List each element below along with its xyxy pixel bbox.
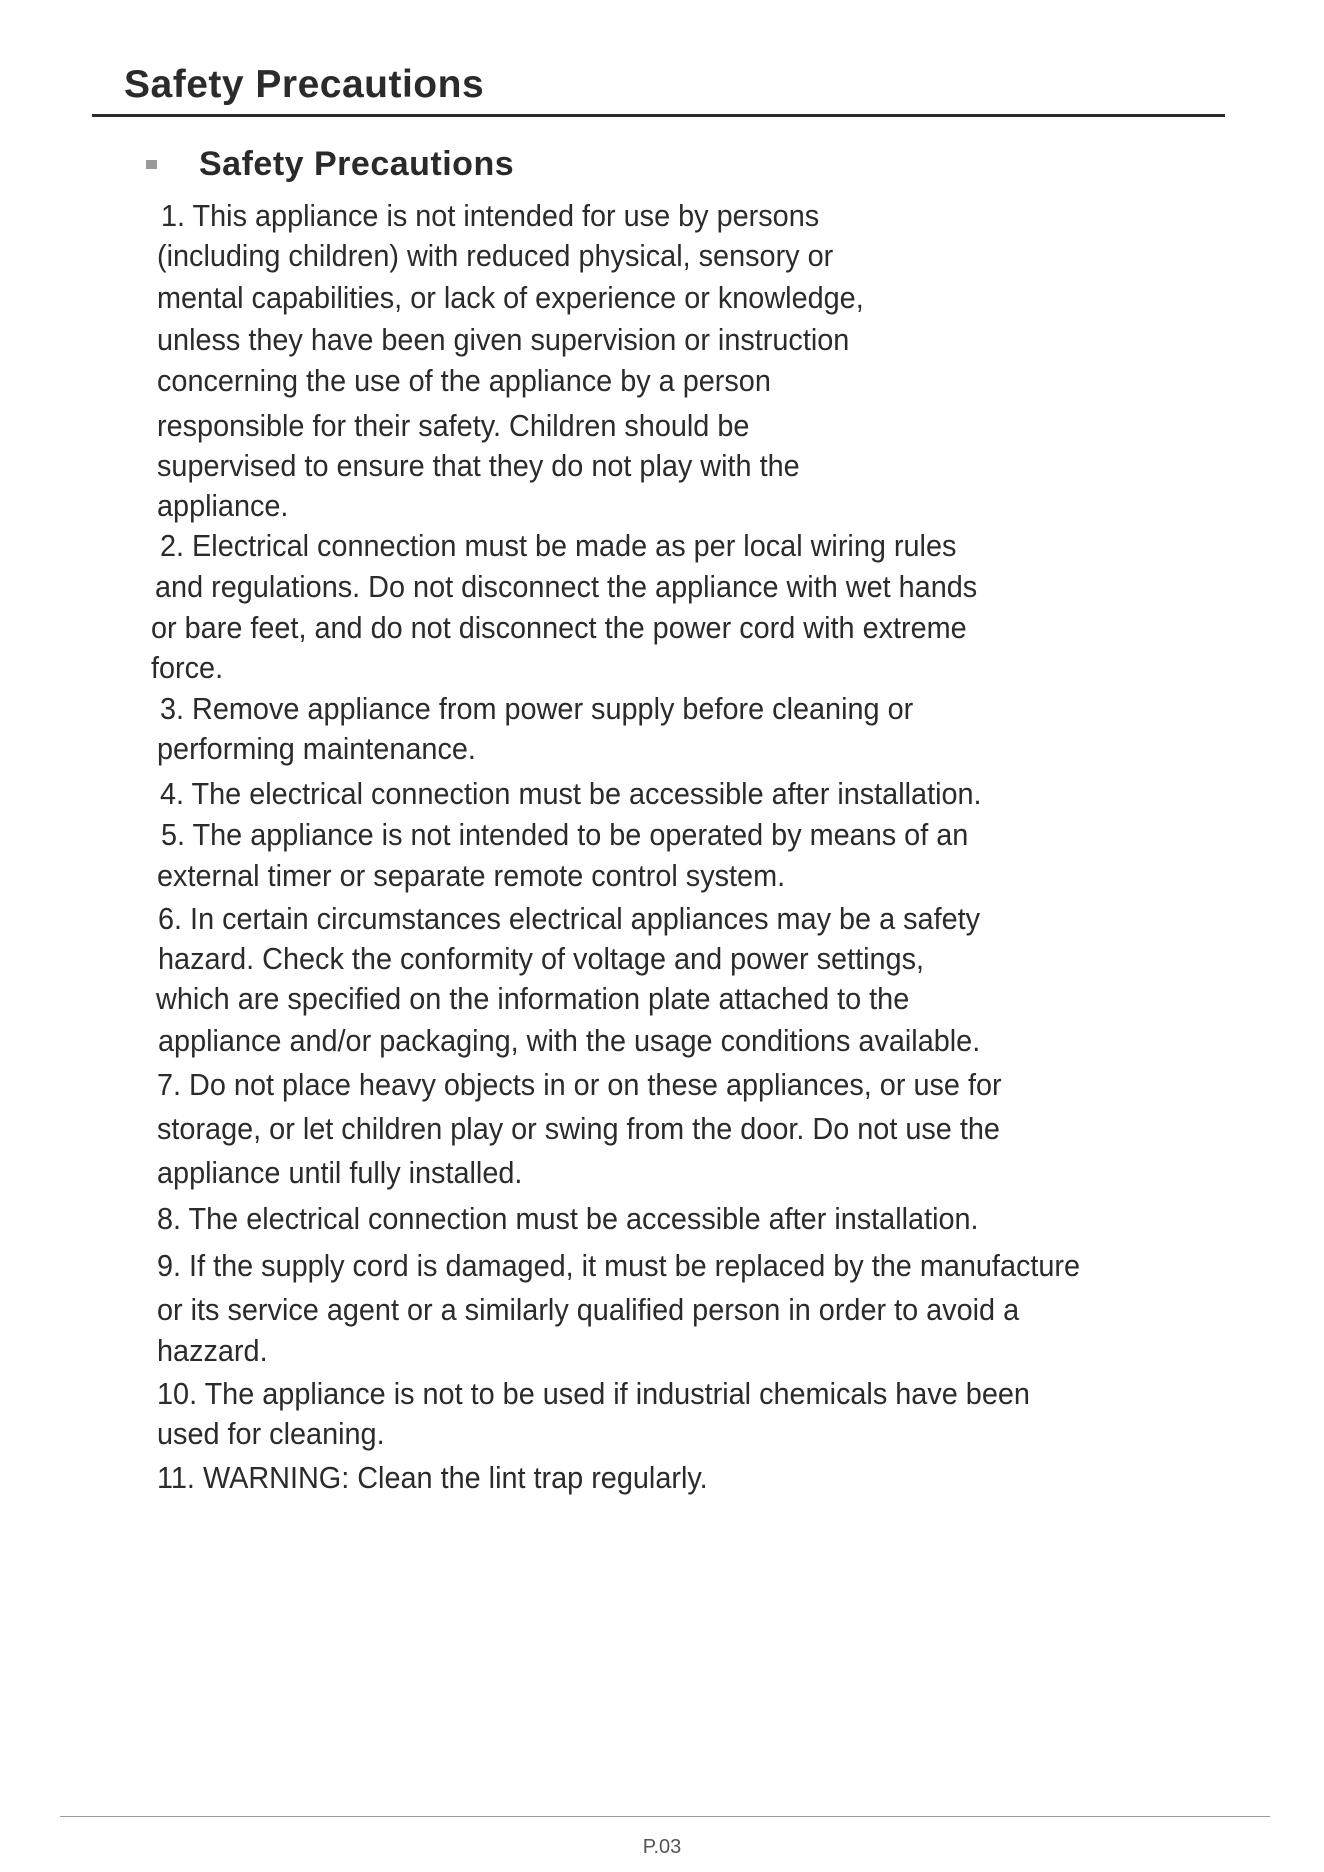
- text-line: supervised to ensure that they do not play with the: [157, 448, 800, 483]
- footer-divider: [60, 1816, 1270, 1817]
- text-line: responsible for their safety. Children should be: [157, 408, 750, 443]
- text-line: performing maintenance.: [157, 731, 476, 766]
- text-line: hazard. Check the conformity of voltage and power settings,: [158, 941, 925, 976]
- text-line: storage, or let children play or swing from the door. Do not use the: [157, 1111, 1000, 1146]
- text-line: force.: [151, 650, 224, 685]
- text-line: which are specified on the information plate attached to the: [156, 981, 910, 1016]
- page-title: Safety Precautions: [124, 63, 485, 106]
- text-line: 4. The electrical connection must be accessible after installation.: [160, 776, 982, 811]
- text-line: (including children) with reduced physical, sensory or: [157, 238, 834, 273]
- text-line: and regulations. Do not disconnect the appliance with wet hands: [155, 569, 978, 604]
- text-line: mental capabilities, or lack of experience or knowledge,: [157, 280, 864, 315]
- text-line: 9. If the supply cord is damaged, it must be replaced by the manufacture: [157, 1248, 1081, 1283]
- text-line: 1. This appliance is not intended for use by persons: [161, 198, 820, 233]
- page-number: P.03: [642, 1836, 682, 1858]
- text-line: 3. Remove appliance from power supply before cleaning or: [160, 691, 914, 726]
- section-title: Safety Precautions: [199, 145, 515, 183]
- text-line: 7. Do not place heavy objects in or on these appliances, or use for: [157, 1067, 1002, 1102]
- text-line: used for cleaning.: [157, 1416, 385, 1451]
- title-divider: [92, 114, 1225, 117]
- text-line: appliance.: [157, 488, 289, 523]
- text-line: 10. The appliance is not to be used if industrial chemicals have been: [157, 1376, 1030, 1411]
- text-line: external timer or separate remote control system.: [157, 858, 786, 893]
- square-bullet-icon: [146, 160, 157, 169]
- text-line: appliance and/or packaging, with the usage conditions available.: [158, 1023, 981, 1058]
- text-line: concerning the use of the appliance by a person: [157, 363, 771, 398]
- text-line: 11. WARNING: Clean the lint trap regularly.: [157, 1460, 708, 1495]
- text-line: or its service agent or a similarly qualified person in order to avoid a: [157, 1292, 1020, 1327]
- text-line: 8. The electrical connection must be accessible after installation.: [157, 1201, 979, 1236]
- text-line: hazzard.: [157, 1333, 268, 1368]
- text-line: 5. The appliance is not intended to be operated by means of an: [161, 817, 969, 852]
- text-line: or bare feet, and do not disconnect the power cord with extreme: [151, 610, 967, 645]
- text-line: appliance until fully installed.: [157, 1155, 523, 1190]
- text-line: unless they have been given supervision or instruction: [157, 322, 850, 357]
- text-line: 2. Electrical connection must be made as per local wiring rules: [160, 528, 957, 563]
- section-heading: [146, 142, 514, 186]
- text-line: 6. In certain circumstances electrical appliances may be a safety: [158, 901, 981, 936]
